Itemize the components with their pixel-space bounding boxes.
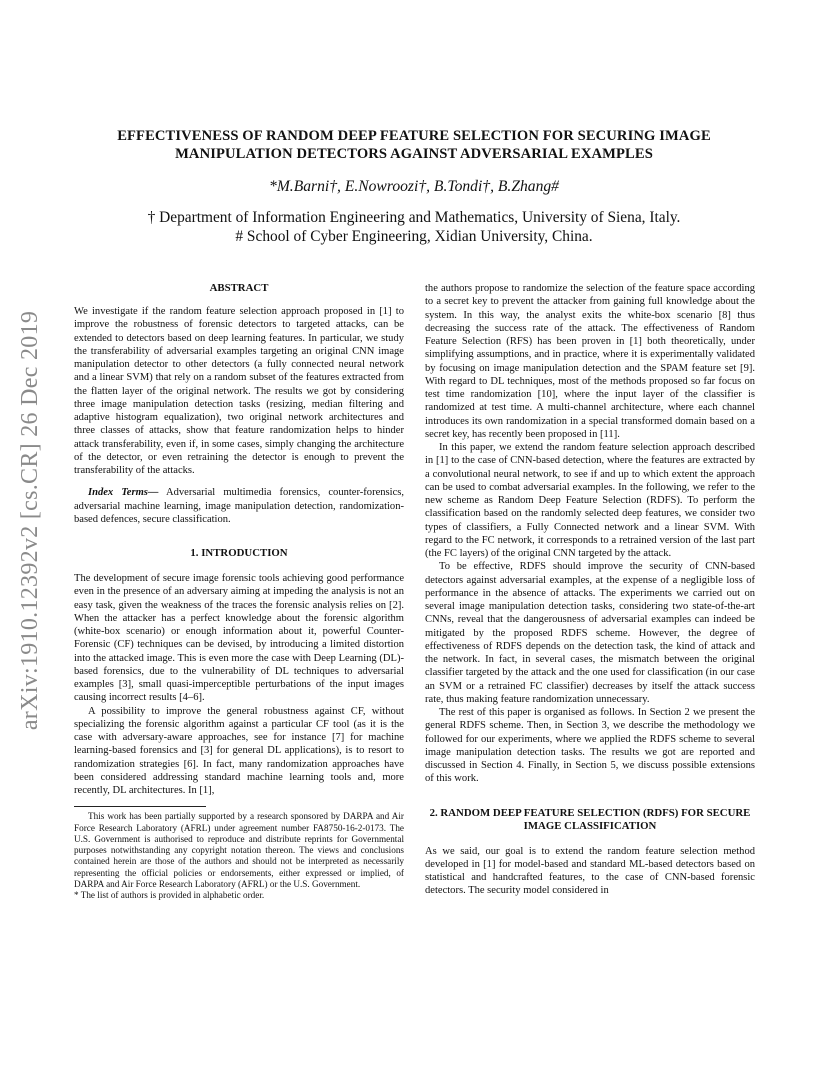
paper-title: EFFECTIVENESS OF RANDOM DEEP FEATURE SELECTION FOR SECURING IMAGE MANIPULATION DETECTORS AGAINST ADVERSARIAL EXAMPLES — [117, 128, 711, 162]
section-2-heading: 2. RANDOM DEEP FEATURE SELECTION (RDFS) FOR SECURE IMAGE CLASSIFICATION — [429, 806, 751, 832]
arxiv-identifier: arXiv:1910.12392v2 [cs.CR] 26 Dec 2019 — [17, 310, 44, 730]
abstract-text: We investigate if the random feature selection approach proposed in [1] to improve the robustness of forensic detectors to targeted attacks, can be extended to detectors based on deep learning features. In particular, we study the transferability of adversarial examples targeting an original CNN image manipulation detector to other detectors (a fully connected neural network and a linear SVM) that rely on a random subset of the features extracted from the flatten layer of the original network. The results we got by considering three image manipulation detection tasks (resizing, median filtering and adaptive histogram equalization), two original network architectures and three classes of attacks, show that feature randomization helps to hinder attack transferability, even if, in some cases, simply changing the architecture of the detector, or even retraining the detector is enough to prevent the transferability of the attacks. — [74, 306, 404, 476]
intro-paragraph-3: the authors propose to randomize the selection of the feature space according to a secret key to prevent the attacker from gaining full knowledge about the system. In this way, the analyst exits the white-box scenario [8] thus decreasing the success rate of the attack. The effectiveness of Random Feature Selection (RFS) has been proven in [1] both theoretically, under simplifying assumptions, and in practice, where it is experimentally validated by focusing on image manipulation detection and the SPAM feature set [9]. With regard to DL techniques, most of the methods proposed so far focus on test time randomization [10], where the input layer of the classifier is randomized at test time. A multi-channel architecture, where each channel introduces its own randomization in a special transformed domain based on a secret key, has recently been proposed in [11]. — [425, 283, 755, 440]
funding-footnote: This work has been partially supported by a research sponsored by DARPA and Air Force Research Laboratory (AFRL) under agreement number FA8750-16-2-0173. The U.S. Government is authorised to reproduce and distribute reprints for Governmental purposes notwithstanding any copyright notation thereon. The views and conclusions contained herein are those of the authors and should not be interpreted as necessarily representing the official policies or endorsements, either expressed or implied, of DARPA and Air Force Research Laboratory (AFRL) or the U.S. Government. — [74, 811, 404, 890]
affiliation-siena: † Department of Information Engineering and Mathematics, University of Siena, Italy. — [147, 209, 681, 226]
affiliations — [70, 208, 758, 246]
index-terms-text: Adversarial multimedia forensics, counter-forensics, adversarial machine learning, image manipulation detection, randomization-based defences, secure classification. — [74, 487, 404, 525]
introduction-heading: 1. INTRODUCTION — [190, 547, 288, 559]
author-order-footnote: * The list of authors is provided in alphabetic order. — [74, 890, 265, 901]
left-column — [74, 282, 404, 902]
abstract-heading: ABSTRACT — [209, 282, 269, 294]
affiliation-xidian: # School of Cyber Engineering, Xidian University, China. — [235, 228, 593, 245]
intro-paragraph-2: A possibility to improve the general robustness against CF, without specializing the forensic algorithm against a particular CF tool (as it is the case with adversary-aware approaches, see for instance [7] for machine learning-based forensics and [3] for general DL applications), is to resort to randomization strategies [6]. In fact, many randomization approaches have been considered addressing standard machine learning tools and, more recently, DL architectures. In [1], — [74, 705, 404, 796]
intro-paragraph-6: The rest of this paper is organised as follows. In Section 2 we present the general RDFS scheme. Then, in Section 3, we describe the methodology we followed for our experiments, where we applied the RDFS scheme to several image manipulation detection tasks. The results we got are reported and discussed in Section 4. Finally, in Section 5, we discuss possible extensions of this work. — [425, 707, 755, 785]
intro-paragraph-4: In this paper, we extend the random feature selection approach described in [1] to the case of CNN-based detection, where the features are extracted by a convolutional neural network, to see if and up to which extent the approach can be used to combat adversarial examples. In the following, we refer to the new scheme as Random Deep Feature Selection (RDFS). To perform the classification based on the randomly selected deep features, we consider two types of classifiers, a Fully Connected network and a linear SVM. With regard to the FC network, it corresponds to a retrained version of the last part (the FC layers) of the original CNN targeted by the attack. — [425, 442, 755, 559]
index-terms-label: Index Terms— — [88, 487, 159, 499]
section-2-paragraph-1: As we said, our goal is to extend the random feature selection method developed in [1] for model-based and standard ML-based detectors based on statistical and handcrafted features, to the case of CNN-based forensic detectors. The security model considered in — [425, 845, 755, 897]
paper-authors: *M.Barni†, E.Nowroozi†, B.Tondi†, B.Zhang# — [269, 178, 559, 195]
right-column — [425, 282, 755, 898]
index-terms — [74, 486, 404, 526]
intro-paragraph-5: To be effective, RDFS should improve the security of CNN-based detectors against adversarial examples, at the expense of a negligible loss of performance in the absence of attacks. The experiments we carried out on several image manipulation detection tasks, considering two state-of-the-art CNNs, reveal that the dangerousness of adversarial examples can indeed be mitigated by the proposed RDFS scheme. However, the degree of effectiveness of RDFS depends on the detection task, the kind of attack and the network. In fact, in several cases, the mismatch between the original classifier targeted by the attack and the one used for classification (in our case an SVM or a retrained FC classifier) decreases by itself the attack success rate, thus making feature randomization unnecessary. — [425, 561, 755, 705]
intro-paragraph-1: The development of secure image forensic tools achieving good performance even in the presence of an adversary aiming at impeding the analysis is not an easy task, given the weakness of the traces the forensic analysis relies on [2]. When the attacker has a perfect knowledge about the forensic algorithm (white-box scenario) or enough information about it, powerful Counter-Forensic (CF) techniques can be devised, by introducing a limited distortion into the attacked image. This is even more the case with Deep Learning (DL)-based forensics, due to the vulnerability of DL techniques to adversarial examples [3], small quasi-imperceptible perturbations of the input images causing incorrect results [4–6]. — [74, 573, 404, 704]
